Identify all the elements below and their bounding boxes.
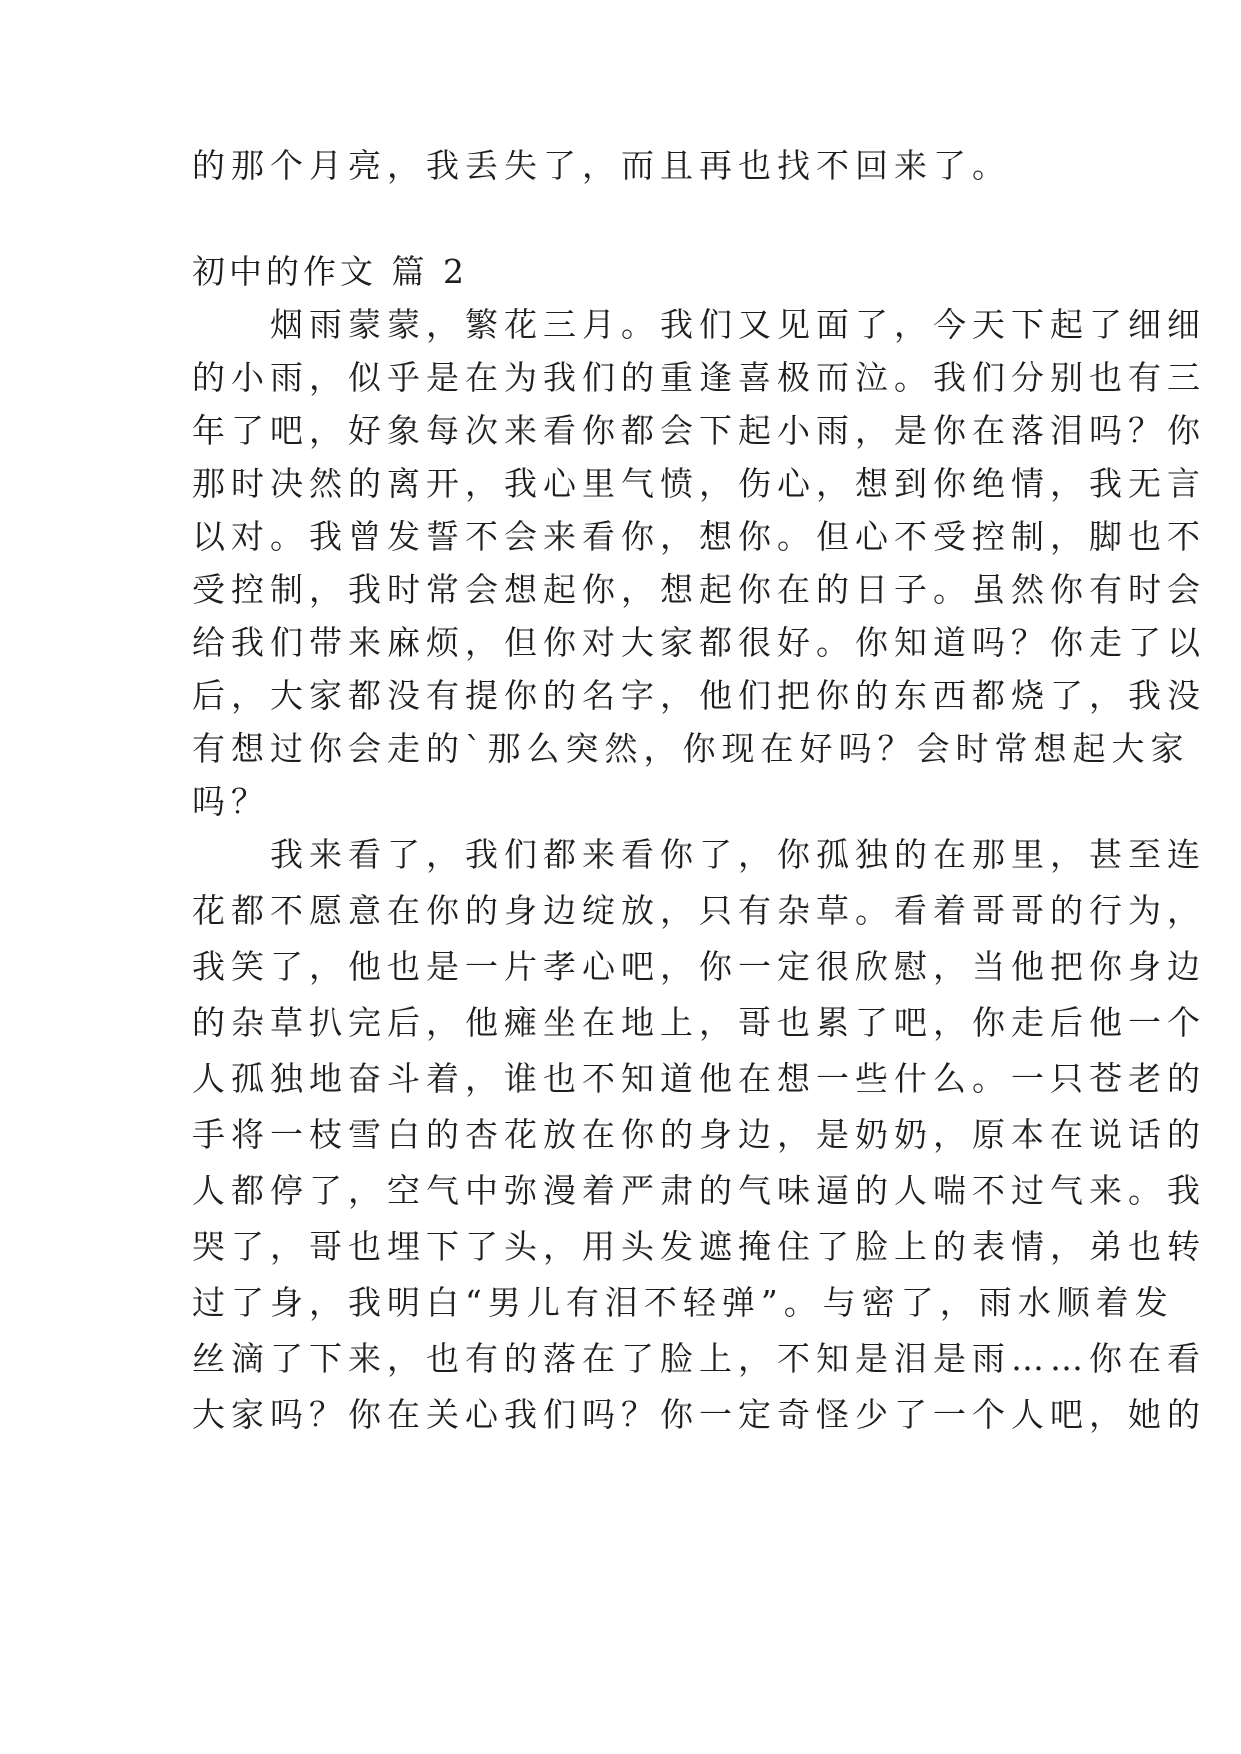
text-line: 的小雨，似乎是在为我们的重逢喜极而泣。我们分别也有三 [192, 358, 1206, 397]
text-line: 过了身，我明白“男儿有泪不轻弹”。与密了，雨水顺着发 [192, 1283, 1174, 1322]
text-line: 花都不愿意在你的身边绽放，只有杂草。看着哥哥的行为， [192, 891, 1206, 930]
text-line: 以对。我曾发誓不会来看你，想你。但心不受控制，脚也不 [192, 517, 1206, 556]
text-line: 那时决然的离开，我心里气愤，伤心，想到你绝情，我无言 [192, 464, 1206, 503]
text-line: 人都停了，空气中弥漫着严肃的气味逼的人喘不过气来。我 [192, 1171, 1206, 1210]
text-line: 有想过你会走的`那么突然，你现在好吗？会时常想起大家 [192, 729, 1190, 768]
text-line: 我来看了，我们都来看你了，你孤独的在那里，甚至连 [192, 835, 1206, 874]
text-line: 我笑了，他也是一片孝心吧，你一定很欣慰，当他把你身边 [192, 947, 1206, 986]
text-line: 哭了，哥也埋下了头，用头发遮掩住了脸上的表情，弟也转 [192, 1227, 1206, 1266]
text-line: 大家吗？你在关心我们吗？你一定奇怪少了一个人吧，她的 [192, 1395, 1206, 1434]
heading-text: 初中的作文 篇 2 [192, 252, 468, 291]
text-line: 手将一枝雪白的杏花放在你的身边，是奶奶，原本在说话的 [192, 1115, 1206, 1154]
text-line: 的那个月亮，我丢失了，而且再也找不回来了。 [192, 146, 1011, 185]
text-line: 吗？ [192, 782, 270, 821]
text-line: 烟雨蒙蒙，繁花三月。我们又见面了，今天下起了细细 [192, 305, 1206, 344]
text-line: 给我们带来麻烦，但你对大家都很好。你知道吗？你走了以 [192, 623, 1206, 662]
text-line: 年了吧，好象每次来看你都会下起小雨，是你在落泪吗？你 [192, 411, 1206, 450]
text-line: 受控制，我时常会想起你，想起你在的日子。虽然你有时会 [192, 570, 1206, 609]
text-line: 人孤独地奋斗着，谁也不知道他在想一些什么。一只苍老的 [192, 1059, 1206, 1098]
text-line: 后，大家都没有提你的名字，他们把你的东西都烧了，我没 [192, 676, 1206, 715]
text-line: 的杂草扒完后，他瘫坐在地上，哥也累了吧，你走后他一个 [192, 1003, 1206, 1042]
text-line: 丝滴了下来，也有的落在了脸上，不知是泪是雨……你在看 [192, 1339, 1206, 1378]
